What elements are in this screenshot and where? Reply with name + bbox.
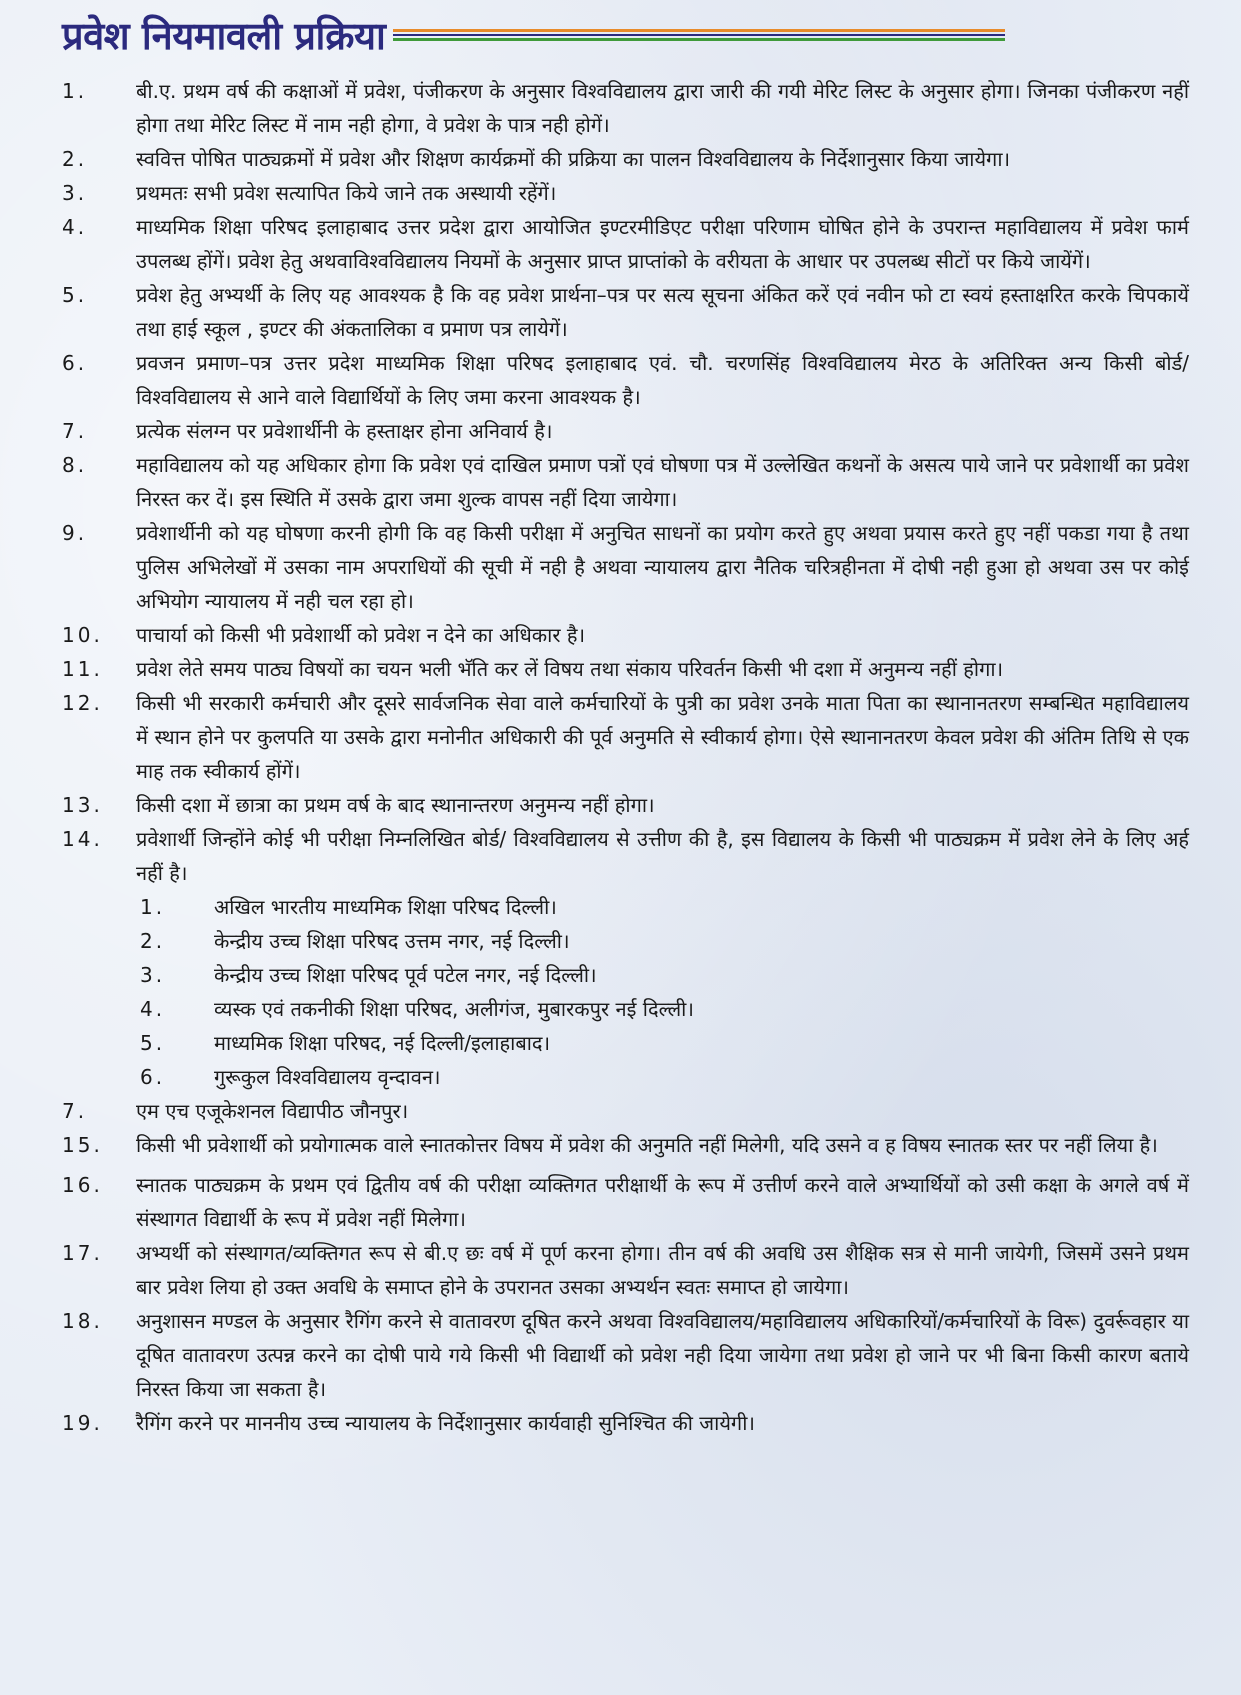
board-text: व्यस्क एवं तकनीकी शिक्षा परिषद, अलीगंज, मुबारकपुर नई दिल्ली। [214, 997, 694, 1021]
rule-number: 10. [62, 623, 103, 647]
rule-text: किसी दशा में छात्रा का प्रथम वर्ष के बाद स्थानान्तरण अनुमन्य नहीं होगा। [136, 793, 655, 817]
board-text: गुरूकुल विश्वविद्यालय वृन्दावन। [214, 1065, 441, 1089]
rule-number: 5. [62, 283, 88, 307]
rule-number: 4. [62, 215, 88, 239]
rule-item [62, 822, 1189, 890]
board-text: केन्द्रीय उच्च शिक्षा परिषद पूर्व पटेल नगर, नई दिल्ली। [214, 963, 597, 987]
rule-number: 6. [62, 351, 88, 375]
board-list-item [62, 1026, 1189, 1060]
rule-item [62, 1094, 1189, 1128]
rule-text: किसी भी प्रवेशार्थी को प्रयोगात्मक वाले स्नातकोत्तर विषय में प्रवेश की अनुमति नहीं मिलेगी, यदि उसने व ह विषय स्नातक स्तर पर नहीं लिया है। [136, 1133, 1158, 1157]
rule-number: 17. [62, 1241, 103, 1265]
rule-text: अनुशासन मण्डल के अनुसार रैगिंग करने से वातावरण दूषित करने अथवा विश्वविद्यालय/महाविद्यालय अधिकारियों/कर्मचारियों के विरू) दुवर्रूवहार या दूषित वातावरण उत्पन्न करने का दोषी पाये गये किसी भी विद्यार्थी को प्रवेश नही दिया जायेगा तथा प्रवेश हो जाने पर भी बिना किसी कारण बताये निरस्त किया जा सकता है। [136, 1309, 1189, 1401]
rule-item [62, 652, 1189, 686]
board-number: 1. [140, 895, 166, 919]
rule-number: 7. [62, 419, 88, 443]
rule-number: 3. [62, 181, 88, 205]
board-text: केन्द्रीय उच्च शिक्षा परिषद उत्तम नगर, नई दिल्ली। [214, 929, 570, 953]
board-list-item [62, 890, 1189, 924]
rule-item [62, 346, 1189, 414]
board-number: 2. [140, 929, 166, 953]
title-tricolor-rule [393, 29, 1005, 41]
header [62, 8, 1189, 62]
rule-orange-line [393, 29, 1005, 32]
rule-text: अभ्यर्थी को संस्थागत/व्यक्तिगत रूप से बी.ए छः वर्ष में पूर्ण करना होगा। तीन वर्ष की अवधि उस शैक्षिक सत्र से मानी जायेगी, जिसमें उसने प्रथम बार प्रवेश लिया हो उक्त अवधि के समाप्त होने के उपरानत उसका अभ्यर्थन स्वतः समाप्त हो जायेगा। [136, 1241, 1189, 1299]
board-number: 6. [140, 1065, 166, 1089]
rule-item [62, 1236, 1189, 1304]
rule-item [62, 74, 1189, 142]
rule-number: 13. [62, 793, 103, 817]
rule-item [62, 1168, 1189, 1236]
rule-text: एम एच एजूकेशनल विद्यापीठ जौनपुर। [136, 1099, 409, 1123]
rule-item [62, 788, 1189, 822]
rule-text: प्रवेशार्थीनी को यह घोषणा करनी होगी कि वह किसी परीक्षा में अनुचित साधनों का प्रयोग करते हुए अथवा प्रयास करते हुए नहीं पकडा गया है तथा पुलिस अभिलेखों में उसका नाम अपराधियों की सूची में नही है अथवा न्यायालय द्वारा नैतिक चरित्रहीनता में दोषी नही हुआ हो अथवा उस पर कोई अभियोग न्यायालय में नही चल रहा हो। [136, 521, 1189, 613]
rule-number: 1. [62, 79, 88, 103]
rule-text: रैगिंग करने पर माननीय उच्च न्यायालय के निर्देशानुसार कार्यवाही सुनिश्चित की जायेगी। [136, 1411, 755, 1435]
rule-number: 7. [62, 1099, 88, 1123]
rule-number: 18. [62, 1309, 103, 1333]
rule-item [62, 448, 1189, 516]
rule-text: प्रत्येक संलग्न पर प्रवेशार्थीनी के हस्ताक्षर होना अनिवार्य है। [136, 419, 553, 443]
rule-number: 14. [62, 827, 103, 851]
rule-item [62, 142, 1189, 176]
rule-text: महाविद्यालय को यह अधिकार होगा कि प्रवेश एवं दाखिल प्रमाण पत्रों एवं घोषणा पत्र में उल्लेखित कथनों के असत्य पाये जाने पर प्रवेशार्थी का प्रवेश निरस्त कर दें। इस स्थिति में उसके द्वारा जमा शुल्क वापस नहीं दिया जायेगा। [136, 453, 1189, 511]
rule-item [62, 686, 1189, 788]
board-number: 3. [140, 963, 166, 987]
rule-item [62, 414, 1189, 448]
rule-item [62, 1304, 1189, 1406]
rule-item [62, 1128, 1189, 1162]
rule-text: प्रथमतः सभी प्रवेश सत्यापित किये जाने तक अस्थायी रहेंगें। [136, 181, 557, 205]
rule-item [62, 516, 1189, 618]
board-list-item [62, 1060, 1189, 1094]
rule-number: 8. [62, 453, 88, 477]
board-number: 5. [140, 1031, 166, 1055]
rule-text: किसी भी सरकारी कर्मचारी और दूसरे सार्वजनिक सेवा वाले कर्मचारियों के पुत्री का प्रवेश उनके माता पिता का स्थानानतरण सम्बन्धित महाविद्यालय में स्थान होने पर कुलपति या उसके द्वारा मनोनीत अधिकारी की पूर्व अनुमति से स्वीकार्य होगा। ऐसे स्थानानतरण केवल प्रवेश की अंतिम तिथि से एक माह तक स्वीकार्य होंगें। [136, 691, 1189, 783]
rule-number: 12. [62, 691, 103, 715]
rule-number: 2. [62, 147, 88, 171]
rule-text: प्रवेश हेतु अभ्यर्थी के लिए यह आवश्यक है कि वह प्रवेश प्रार्थना–पत्र पर सत्य सूचना अंकित करें एवं नवीन फो टा स्वयं हस्ताक्षरित करके चिपकायें तथा हाई स्कूल , इण्टर की अंकतालिका व प्रमाण पत्र लायेगें। [136, 283, 1189, 341]
rule-item [62, 278, 1189, 346]
rule-item [62, 618, 1189, 652]
rules-list [62, 74, 1189, 1440]
rule-blue-line [393, 34, 1005, 36]
rule-text: बी.ए. प्रथम वर्ष की कक्षाओं में प्रवेश, पंजीकरण के अनुसार विश्वविद्यालय द्वारा जारी की गयी मेरिट लिस्ट के अनुसार होगा। जिनका पंजीकरण नहीं होगा तथा मेरिट लिस्ट में नाम नही होगा, वे प्रवेश के पात्र नही होगें। [136, 79, 1189, 137]
rule-number: 15. [62, 1133, 103, 1157]
rule-number: 16. [62, 1173, 103, 1197]
rule-number: 19. [62, 1411, 103, 1435]
rule-number: 9. [62, 521, 88, 545]
board-text: माध्यमिक शिक्षा परिषद, नई दिल्ली/इलाहाबाद। [214, 1031, 551, 1055]
rule-number: 11. [62, 657, 103, 681]
rule-text: प्रवेशार्थी जिन्होंने कोई भी परीक्षा निम्नलिखित बोर्ड/ विश्वविद्यालय से उत्तीण की है, इस विद्यालय के किसी भी पाठ्यक्रम में प्रवेश लेने के लिए अर्ह नहीं है। [136, 827, 1189, 885]
rule-text: प्रवजन प्रमाण–पत्र उत्तर प्रदेश माध्यमिक शिक्षा परिषद इलाहाबाद एवं. चौ. चरणसिंह विश्वविद्यालय मेरठ के अतिरिक्त अन्य किसी बोर्ड/विश्वविद्यालय से आने वाले विद्यार्थियों के लिए जमा करना आवश्यक है। [136, 351, 1189, 409]
board-list-item [62, 924, 1189, 958]
rule-item [62, 176, 1189, 210]
rule-text: स्नातक पाठ्यक्रम के प्रथम एवं द्वितीय वर्ष की परीक्षा व्यक्तिगत परीक्षार्थी के रूप में उत्तीर्ण करने वाले अभ्यार्थियों को उसी कक्षा के अगले वर्ष में संस्थागत विद्यार्थी के रूप में प्रवेश नहीं मिलेगा। [136, 1173, 1189, 1231]
rule-green-line [393, 38, 1005, 41]
rule-text: स्ववित्त पोषित पाठ्यक्रमों में प्रवेश और शिक्षण कार्यक्रमों की प्रक्रिया का पालन विश्वविद्यालय के निर्देशानुसार किया जायेगा। [136, 147, 1011, 171]
board-list-item [62, 992, 1189, 1026]
rule-text: पाचार्या को किसी भी प्रवेशार्थी को प्रवेश न देने का अधिकार है। [136, 623, 586, 647]
rule-item [62, 1406, 1189, 1440]
rule-text: प्रवेश लेते समय पाठ्य विषयों का चयन भली भॅति कर लें विषय तथा संकाय परिवर्तन किसी भी दशा में अनुमन्य नहीं होगा। [136, 657, 1004, 681]
board-number: 4. [140, 997, 166, 1021]
page-title: प्रवेश नियमावली प्रक्रिया [62, 14, 386, 58]
rule-item [62, 210, 1189, 278]
board-list-item [62, 958, 1189, 992]
rule-text: माध्यमिक शिक्षा परिषद इलाहाबाद उत्तर प्रदेश द्वारा आयोजित इण्टरमीडिएट परीक्षा परिणाम घोषित होने के उपरान्त महाविद्यालय में प्रवेश फार्म उपलब्ध होंगें। प्रवेश हेतु अथवाविश्वविद्यालय नियमों के अनुसार प्राप्त प्राप्तांको के वरीयता के आधार पर उपलब्ध सीटों पर किये जायेंगें। [136, 215, 1189, 273]
board-text: अखिल भारतीय माध्यमिक शिक्षा परिषद दिल्ली। [214, 895, 557, 919]
